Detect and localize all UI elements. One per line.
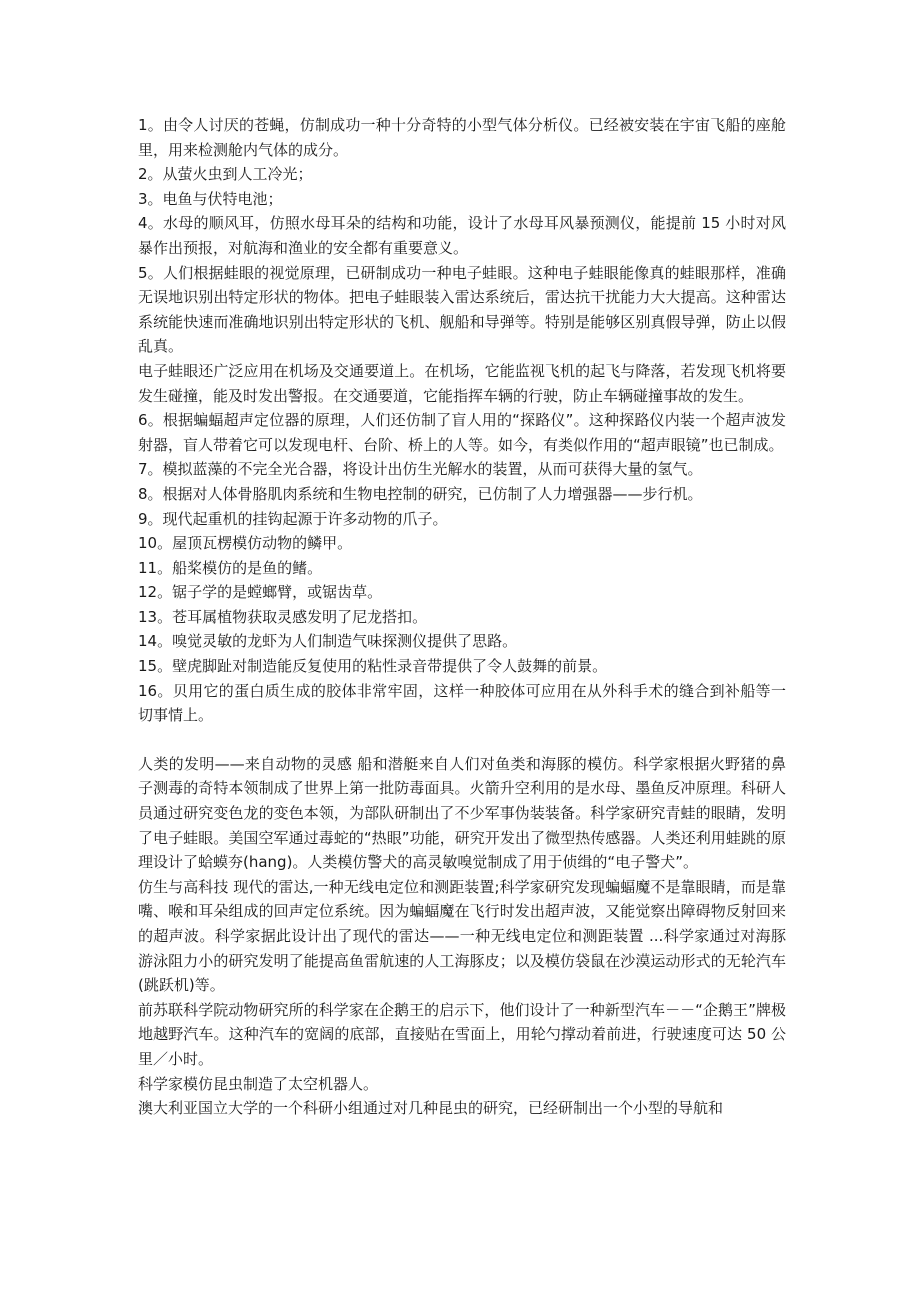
list-item-4: 4。水母的顺风耳，仿照水母耳朵的结构和功能，设计了水母耳风暴预测仪，能提前 15 小时对风暴作出预报，对航海和渔业的安全都有重要意义。 <box>138 214 786 257</box>
list-item-14: 14。嗅觉灵敏的龙虾为人们制造气味探测仪提供了思路。 <box>138 632 518 651</box>
paragraph-bionics-high-tech: 仿生与高科技 现代的雷达,一种无线电定位和测距装置;科学家研究发现蝙蝠魔不是靠眼睛，而是靠嘴、喉和耳朵组成的回声定位系统。因为蝙蝠魔在飞行时发出超声波，又能觉察出障碍物反射回来的超声波。科学家据此设计出了现代的雷达——一种无线电定位和测距装置 ...科学家通过对海豚游泳阻力小的研究发明了能提高鱼雷航速的人工海豚皮；以及模仿袋鼠在沙漠运动形式的无轮汽车(跳跃机)等。 <box>138 877 786 995</box>
list-item-1: 1。由令人讨厌的苍蝇，仿制成功一种十分奇特的小型气体分析仪。已经被安装在宇宙飞船的座舱里，用来检测舱内气体的成分。 <box>138 116 786 159</box>
list-item-2: 2。从萤火虫到人工冷光； <box>138 165 313 184</box>
numbered-list <box>138 113 786 728</box>
paragraph-space-robot: 科学家模仿昆虫制造了太空机器人。 <box>138 1074 379 1093</box>
list-item-16: 16。贝用它的蛋白质生成的胶体非常牢固，这样一种胶体可应用在从外科手术的缝合到补船等一切事情上。 <box>138 681 786 725</box>
paragraph-animal-inventions: 人类的发明——来自动物的灵感 船和潜艇来自人们对鱼类和海豚的模仿。科学家根据火野猪的鼻子测毒的奇特本领制成了世界上第一批防毒面具。火箭升空利用的是水母、墨鱼反冲原理。科研人员通过研究变色龙的变色本领，为部队研制出了不少军事伪装装备。科学家研究青蛙的眼睛，发明了电子蛙眼。美国空军通过毒蛇的“热眼”功能，研究开发出了微型热传感器。人类还利用蛙跳的原理设计了蛤蟆夯(hang)。人类模仿警犬的高灵敏嗅觉制成了用于侦缉的“电子警犬”。 <box>138 754 786 872</box>
list-item-7: 7。模拟蓝藻的不完全光合器，将设计出仿生光解水的装置，从而可获得大量的氢气。 <box>138 460 703 479</box>
list-item-13: 13。苍耳属植物获取灵感发明了尼龙搭扣。 <box>138 607 428 626</box>
list-item-11: 11。船桨模仿的是鱼的鳍。 <box>138 558 323 577</box>
section-spacer <box>138 728 786 752</box>
paragraph-australian-research: 澳大利亚国立大学的一个科研小组通过对几种昆虫的研究，已经研制出一个小型的导航和 <box>138 1099 724 1118</box>
list-item-12: 12。锯子学的是螳螂臂，或锯齿草。 <box>138 583 383 602</box>
list-item-3: 3。电鱼与伏特电池； <box>138 189 283 208</box>
list-item-5-continued: 电子蛙眼还广泛应用在机场及交通要道上。在机场，它能监视飞机的起飞与降落，若发现飞机将要发生碰撞，能及时发出警报。在交通要道，它能指挥车辆的行驶，防止车辆碰撞事故的发生。 <box>138 361 786 405</box>
list-item-5: 5。人们根据蛙眼的视觉原理，已研制成功一种电子蛙眼。这种电子蛙眼能像真的蛙眼那样，准确无误地识别出特定形状的物体。把电子蛙眼装入雷达系统后，雷达抗干扰能力大大提高。这种雷达系统能快速而准确地识别出特定形状的飞机、舰船和导弹等。特别是能够区别真假导弹，防止以假乱真。 <box>138 263 786 356</box>
paragraph-penguin-car: 前苏联科学院动物研究所的科学家在企鹅王的启示下，他们设计了一种新型汽车－－“企鹅王”牌极地越野汽车。这种汽车的宽阔的底部，直接贴在雪面上，用轮勺撑动着前进，行驶速度可达 50 公里／小时。 <box>138 1000 786 1068</box>
list-item-6: 6。根据蝙蝠超声定位器的原理，人们还仿制了盲人用的“探路仪”。这种探路仪内装一个超声波发射器，盲人带着它可以发现电杆、台阶、桥上的人等。如今，有类似作用的“超声眼镜”也已制成。 <box>138 411 786 454</box>
list-item-8: 8。根据对人体骨胳肌肉系统和生物电控制的研究，已仿制了人力增强器——步行机。 <box>138 484 703 503</box>
document-body <box>138 113 786 1121</box>
list-item-9: 9。现代起重机的挂钩起源于许多动物的爪子。 <box>138 509 448 528</box>
list-item-10: 10。屋顶瓦楞模仿动物的鳞甲。 <box>138 534 353 553</box>
list-item-15: 15。壁虎脚趾对制造能反复使用的粘性录音带提供了令人鼓舞的前景。 <box>138 657 608 676</box>
article-section <box>138 752 786 1121</box>
